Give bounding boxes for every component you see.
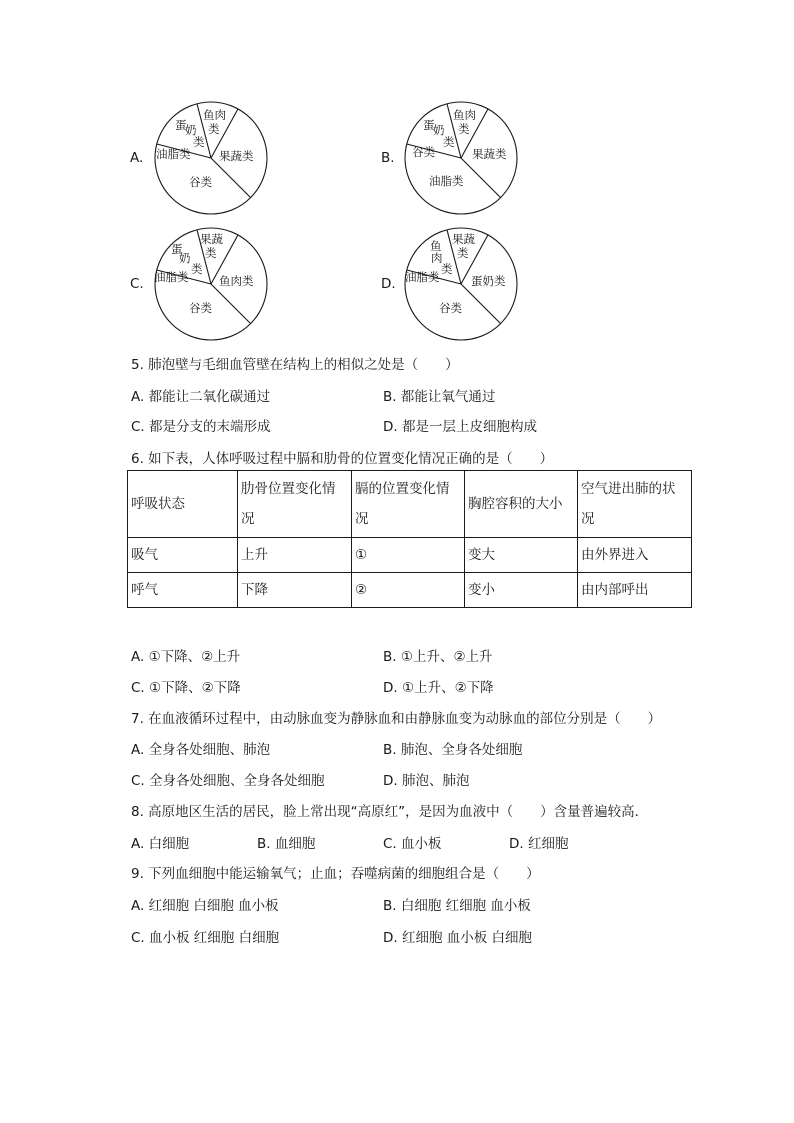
question-5-option-d: D. 都是一层上皮细胞构成 (383, 419, 537, 435)
table-row (128, 538, 692, 573)
pie-label: 类 (208, 122, 220, 136)
pie-divider (211, 158, 251, 198)
table-cell: 变小 (465, 573, 578, 608)
table-cell: 呼气 (128, 573, 238, 608)
pie-label: 鱼肉类 (219, 274, 254, 288)
pie-option-letter: D. (381, 276, 396, 292)
table-cell: 上升 (238, 538, 352, 573)
pie-label: 谷类 (439, 301, 462, 315)
question-7-stem: 7. 在血液循环过程中，由动脉血变为静脉血和由静脉血变为动脉血的部位分别是（ ） (131, 711, 662, 727)
table-cell: 下降 (238, 573, 352, 608)
pie-label: 类 (443, 135, 455, 149)
pie-label: 类 (205, 246, 217, 260)
pie-option-letter: B. (381, 150, 395, 166)
pie-label: 蛋 (175, 118, 187, 132)
question-8-option-d: D. 红细胞 (509, 836, 569, 852)
pie-label: 油脂类 (154, 270, 189, 284)
pie-label: 谷类 (412, 145, 435, 159)
pie-label: 奶 (433, 123, 445, 137)
pie-label: 肉 (431, 251, 443, 265)
question-5-option-b: B. 都能让氧气通过 (383, 389, 496, 405)
table-header-cell: 胸腔容积的大小 (465, 471, 578, 538)
question-5-stem: 5. 肺泡壁与毛细血管壁在结构上的相似之处是（ ） (131, 357, 459, 373)
question-6-stem: 6. 如下表，人体呼吸过程中膈和肋骨的位置变化情况正确的是（ ） (131, 451, 554, 467)
question-6-option-a: A. ①下降、②上升 (131, 649, 241, 665)
pie-label: 类 (441, 262, 453, 276)
pie-divider (461, 284, 501, 324)
question-7-option-d: D. 肺泡、肺泡 (383, 773, 470, 789)
pie-label: 果蔬类 (472, 147, 507, 161)
pie-label: 奶 (185, 123, 197, 137)
pie-label: 类 (458, 122, 470, 136)
pie-label: 类 (193, 135, 205, 149)
question-8-option-c: C. 血小板 (383, 836, 442, 852)
pie-label: 油脂类 (405, 270, 440, 284)
table-header-row (128, 471, 692, 538)
question-5-option-a: A. 都能让二氧化碳通过 (131, 389, 271, 405)
pie-label: 鱼肉 (453, 108, 476, 122)
pie-label: 果蔬类 (219, 149, 254, 163)
table-header-cell: 呼吸状态 (128, 471, 238, 538)
pie-label: 蛋 (171, 242, 183, 256)
question-7-option-c: C. 全身各处细胞、全身各处细胞 (131, 773, 325, 789)
table-cell: 吸气 (128, 538, 238, 573)
table-header-cell: 空气进出肺的状况 (578, 471, 692, 538)
table-cell: 由外界进入 (578, 538, 692, 573)
pie-label: 果蔬 (200, 232, 223, 246)
pie-label: 谷类 (189, 301, 212, 315)
table-row (128, 573, 692, 608)
breathing-table (127, 470, 692, 608)
pie-option-letter: A. (130, 150, 144, 166)
question-6-option-d: D. ①上升、②下降 (383, 680, 494, 696)
table-cell: ① (352, 538, 465, 573)
table-header-cell: 膈的位置变化情况 (352, 471, 465, 538)
question-6-option-c: C. ①下降、②下降 (131, 680, 241, 696)
question-9-stem: 9. 下列血细胞中能运输氧气；止血；吞噬病菌的细胞组合是（ ） (131, 866, 540, 882)
table-header-cell: 肋骨位置变化情况 (238, 471, 352, 538)
question-9-option-c: C. 血小板 红细胞 白细胞 (131, 930, 280, 946)
pie-label: 油脂类 (429, 174, 464, 188)
pie-label: 鱼 (430, 239, 442, 253)
pie-label: 蛋奶类 (471, 274, 506, 288)
pie-chart-b (400, 100, 522, 216)
pie-divider (211, 284, 251, 324)
pie-divider (461, 158, 501, 198)
question-9-option-b: B. 白细胞 红细胞 血小板 (383, 898, 531, 914)
pie-label: 类 (191, 262, 203, 276)
table-cell: 变大 (465, 538, 578, 573)
pie-label: 蛋 (423, 118, 435, 132)
pie-label: 谷类 (189, 175, 212, 189)
pie-label: 果蔬 (452, 232, 475, 246)
table-cell: 由内部呼出 (578, 573, 692, 608)
pie-chart-a (150, 100, 272, 216)
pie-option-letter: C. (130, 276, 144, 292)
question-8-option-a: A. 白细胞 (131, 836, 190, 852)
pie-label: 类 (457, 246, 469, 260)
question-9-option-d: D. 红细胞 血小板 白细胞 (383, 930, 533, 946)
table-cell: ② (352, 573, 465, 608)
pie-label: 油脂类 (156, 147, 191, 161)
pie-chart-c (150, 226, 272, 342)
pie-label: 鱼肉 (203, 108, 226, 122)
question-7-option-b: B. 肺泡、全身各处细胞 (383, 742, 523, 758)
question-7-option-a: A. 全身各处细胞、肺泡 (131, 742, 271, 758)
pie-chart-d (400, 226, 522, 342)
question-8-stem: 8. 高原地区生活的居民，脸上常出现“高原红”，是因为血液中（ ）含量普遍较高． (131, 804, 649, 820)
question-9-option-a: A. 红细胞 白细胞 血小板 (131, 898, 279, 914)
pie-label: 奶 (179, 251, 191, 265)
question-6-option-b: B. ①上升、②上升 (383, 649, 493, 665)
question-5-option-c: C. 都是分支的末端形成 (131, 419, 271, 435)
question-8-option-b: B. 血细胞 (257, 836, 316, 852)
